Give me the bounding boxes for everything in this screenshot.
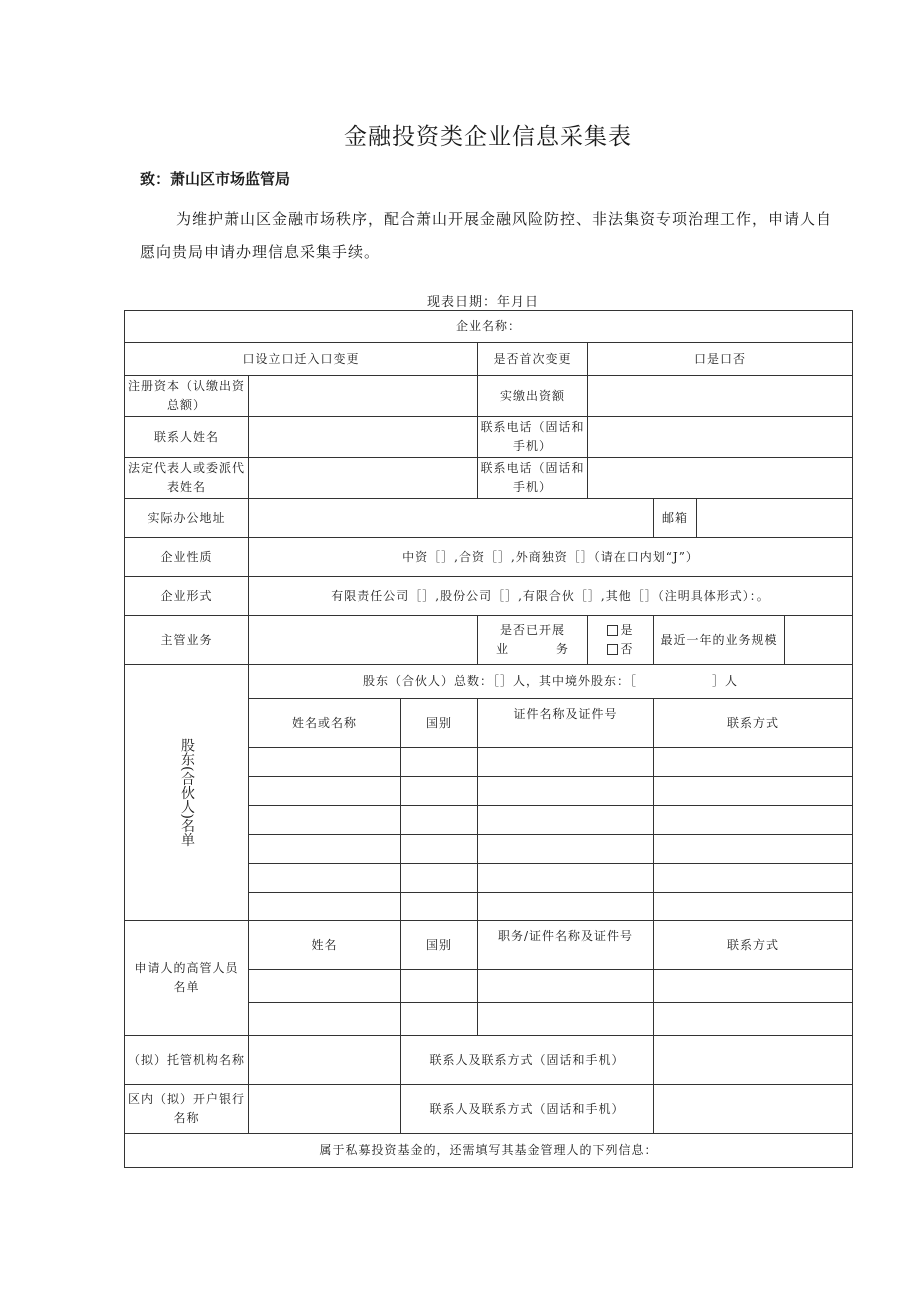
mgmt-section-label: 申请人的高管人员名单 xyxy=(125,921,249,1036)
email-field[interactable] xyxy=(697,499,853,538)
contact-phone-label: 联系电话（固话和手机） xyxy=(478,417,588,458)
custodian-contact-field[interactable] xyxy=(654,1036,853,1085)
bank-contact-label: 联系人及联系方式（固话和手机） xyxy=(401,1085,654,1134)
legal-rep-phone-field[interactable] xyxy=(588,458,853,499)
custodian-label: （拟）托管机构名称 xyxy=(125,1036,249,1085)
info-collection-table xyxy=(124,310,853,1168)
contact-name-label: 联系人姓名 xyxy=(125,417,249,458)
sh-col-id: 证件名称及证件号 xyxy=(478,699,654,748)
legal-rep-label: 法定代表人或委派代表姓名 xyxy=(125,458,249,499)
recent-scale-field[interactable] xyxy=(785,616,853,665)
change-type-options[interactable]: 口设立口迁入口变更 xyxy=(125,343,478,376)
registered-capital-label: 注册资本（认缴出资总额） xyxy=(125,376,249,417)
nature-options[interactable]: 中资［］,合资［］,外商独资［］（请在口内划“J”） xyxy=(249,538,853,577)
contact-name-field[interactable] xyxy=(249,417,478,458)
nature-label: 企业性质 xyxy=(125,538,249,577)
shareholders-total-text: 股东（合伙人）总数：［］人，其中境外股东：［ xyxy=(362,674,637,688)
mg-col-name: 姓名 xyxy=(249,921,401,970)
bank-label: 区内（拟）开户银行名称 xyxy=(125,1085,249,1134)
bank-field[interactable] xyxy=(249,1085,401,1134)
form-title: 金融投资类企业信息采集表 xyxy=(344,124,632,150)
first-change-label: 是否首次变更 xyxy=(478,343,588,376)
bank-contact-field[interactable] xyxy=(654,1085,853,1134)
sh-col-name: 姓名或名称 xyxy=(249,699,401,748)
first-change-options[interactable]: 口是口否 xyxy=(588,343,853,376)
business-started-label xyxy=(478,616,588,665)
main-business-label: 主管业务 xyxy=(125,616,249,665)
email-label: 邮箱 xyxy=(654,499,697,538)
paid-capital-label: 实缴出资额 xyxy=(478,376,588,417)
no-checkbox[interactable] xyxy=(607,644,618,655)
yes-option[interactable] xyxy=(590,621,651,640)
contact-phone-field[interactable] xyxy=(588,417,853,458)
sh-col-contact: 联系方式 xyxy=(654,699,853,748)
mg-col-id: 职务/证件名称及证件号 xyxy=(478,921,654,970)
shareholders-total-suffix: ］人 xyxy=(712,674,739,688)
shareholders-section-label xyxy=(125,665,249,921)
paid-capital-field[interactable] xyxy=(588,376,853,417)
business-started-char-2: 务 xyxy=(555,642,569,656)
office-address-label: 实际办公地址 xyxy=(125,499,249,538)
business-started-char-1: 业 xyxy=(496,642,510,656)
shareholders-total xyxy=(249,665,853,699)
fill-date: 现表日期：年月日 xyxy=(427,295,540,310)
registered-capital-field[interactable] xyxy=(249,376,478,417)
business-started-line1: 是否已开展 xyxy=(499,623,565,637)
company-form-label: 企业形式 xyxy=(125,577,249,616)
no-option[interactable] xyxy=(590,640,651,659)
no-label: 否 xyxy=(620,642,634,656)
legal-rep-field[interactable] xyxy=(249,458,478,499)
company-form-options[interactable]: 有限责任公司［］,股份公司［］,有限合伙［］,其他［］（注明具体形式）：。 xyxy=(249,577,853,616)
addressee: 致：萧山区市场监管局 xyxy=(140,170,291,188)
private-fund-note: 属于私募投资基金的，还需填写其基金管理人的下列信息： xyxy=(125,1134,853,1168)
shareholders-section-text: 股东(合伙人)名单 xyxy=(179,738,195,847)
intro-paragraph: 为维护萧山区金融市场秩序，配合萧山开展金融风险防控、非法集资专项治理工作，申请人自愿向贵局申请办理信息采集手续。 xyxy=(140,210,833,261)
custodian-field[interactable] xyxy=(249,1036,401,1085)
custodian-contact-label: 联系人及联系方式（固话和手机） xyxy=(401,1036,654,1085)
mg-col-country: 国别 xyxy=(401,921,478,970)
sh-col-country: 国别 xyxy=(401,699,478,748)
mg-col-contact: 联系方式 xyxy=(654,921,853,970)
yes-label: 是 xyxy=(620,623,634,637)
company-name-label: 企业名称： xyxy=(125,311,853,343)
legal-rep-phone-label: 联系电话（固话和手机） xyxy=(478,458,588,499)
business-started-options xyxy=(588,616,654,665)
office-address-field[interactable] xyxy=(249,499,654,538)
recent-scale-label: 最近一年的业务规模 xyxy=(654,616,785,665)
main-business-field[interactable] xyxy=(249,616,478,665)
yes-checkbox[interactable] xyxy=(607,625,618,636)
